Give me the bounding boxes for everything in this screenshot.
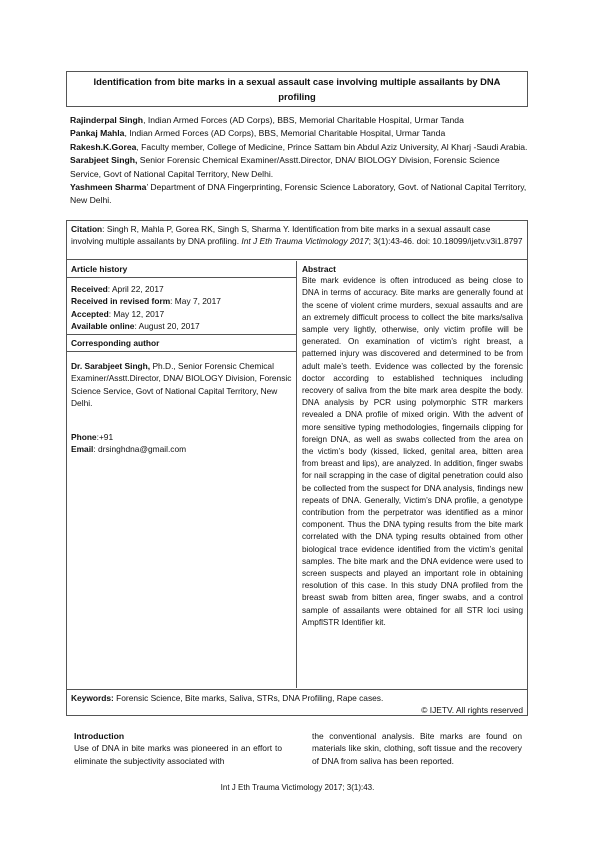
page-footer: Int J Eth Trauma Victimology 2017; 3(1):43. [220,783,375,792]
intro-left-text: Use of DNA in bite marks was pioneered in an effort to eliminate the subjectivity associated with [74,743,282,766]
accepted-label: Accepted [71,308,109,319]
received-label: Received [71,284,108,295]
article-history-header: Article history [71,264,128,274]
keywords [67,689,527,715]
corresponding-author-info [71,360,292,409]
author-list [70,114,532,208]
online-label: Available online [71,320,135,331]
intro-heading: Introduction [74,731,125,741]
phone-value: :+91 [96,432,114,443]
author-entry [70,181,532,208]
email-value: : drsinghdna@gmail.com [93,444,187,455]
citation-details: ; 3(1):43-46. doi: 10.18099/ijetv.v3i1.8797 [368,236,523,247]
email-label: Email [71,444,94,455]
online-date [71,320,292,332]
article-history [67,261,296,277]
author-name: Rakesh.K.Gorea [70,141,137,152]
intro-left-column [74,730,282,767]
article-meta-column [67,261,297,688]
abstract-header: Abstract [302,264,336,274]
author-entry [70,154,532,181]
author-affiliation: , Indian Armed Forces (AD Corps), BBS, Memorial Charitable Hospital, Urmar Tanda [124,128,446,139]
revised-value: : May 7, 2017 [170,296,221,307]
author-affiliation: Senior Forensic Chemical Examiner/Asstt.Director, DNA/ BIOLOGY Division, Forensic Science Service, Govt of National Capital Territory, New Delhi. [70,155,500,179]
received-value: : April 22, 2017 [107,284,164,295]
revised-label: Received in revised form [71,296,171,307]
corresponding-author [67,335,296,351]
corresponding-email [71,443,292,455]
article-dates [67,278,296,334]
online-value: : August 20, 2017 [134,320,200,331]
keywords-line [71,692,523,704]
citation-label: Citation [71,224,103,234]
corresponding-phone [71,431,292,443]
corresponding-details [67,352,296,457]
intro-right-text: the conventional analysis. Bite marks are found on materials like skin, clothing, soft tissue and the recovery of DNA from saliva has been reported. [312,731,522,766]
paper-title [66,71,528,107]
corresponding-name: Dr. Sarabjeet Singh, [71,361,151,372]
author-name: Sarabjeet Singh, [70,155,138,166]
spacer [71,409,292,431]
author-entry [70,141,532,154]
phone-label: Phone [71,432,97,443]
author-name: Pankaj Mahla [70,128,125,139]
keywords-label: Keywords: [71,693,114,703]
copyright: © IJETV. All rights reserved [421,705,523,715]
accepted-date [71,308,292,320]
corresponding-header: Corresponding author [71,338,160,349]
author-affiliation: ’ Department of DNA Fingerprinting, Forensic Science Laboratory, Govt. of National Capital Territory, New Delhi. [70,182,527,206]
author-affiliation: , Faculty member, College of Medicine, Prince Sattam bin Abdul Aziz University, Al Kharj -Saudi Arabia. [136,141,528,152]
accepted-value: : May 12, 2017 [108,308,165,319]
intro-right-column [312,730,522,767]
keywords-text: Forensic Science, Bite marks, Saliva, STRs, DNA Profiling, Rape cases. [113,693,384,703]
citation-journal: Int J Eth Trauma Victimology 2017 [241,236,369,247]
abstract-text: Bite mark evidence is often introduced as being close to DNA in terms of accuracy. Bite marks are generally found at the scene of violent crime murders, sexual assaults and are an extremely difficult process to collect the bite marks/saliva sample very lightly, otherwise, only victim profile will be generated. On examination of victim’s right breast, a patterned injury was discovered and determined to be from adult male’s teeth. Evidence was collected by the forensic doctor according to established techniques including recovery of saliva from the bite mark area despite the body. DNA analysis by PCR using polymorphic STR markers revealed a DNA profile of mixed origin. With the advent of more sensitive typing methodologies, fingernails clipping for foreign DNA, as well as swabs collected from the area on the victim’s body (kissed, licked, genital area, bitten area from breast and lips), are analyzed. In addition, finger swabs for nail scrapping in the case of digital penetration could also be collected from the suspect for DNA analysis, findings new repeats of DNA. Generally, Victim’s DNA profile, a genotype contribution from the perpetrator was identified as a minor component. Thus the DNA typing results from the bite mark correlated with the DNA typing results obtained from other biological trace evidence identified from the victim’s genital samples. The bite mark and the DNA evidence were used to screen suspects and played an important role in obtaining resolution of this case. In this study DNA profiled from the breast swab from bitten area, finger swabs, and a control sample of assailants were obtained for all STR loci using AmpflSTR Identifier kit. [302,276,523,627]
revised-date [71,295,292,307]
citation-text: : Singh R, Mahla P, Gorea RK, Singh S, Sharma Y. Identification from bite marks in a sexual assault case involving multiple assailants by DNA profiling. [71,224,491,247]
author-name: Yashmeen Sharma [70,182,147,193]
citation [67,221,527,260]
author-name: Rajinderpal Singh [70,115,144,125]
paper-title-text: Identification from bite marks in a sexual assault case involving multiple assailants by DNA profiling [93,76,501,102]
abstract-column [298,261,527,688]
author-entry [70,127,532,140]
received-date [71,283,292,295]
author-affiliation: , Indian Armed Forces (AD Corps), BBS, Memorial Charitable Hospital, Urmar Tanda [143,115,464,125]
author-entry [70,114,532,127]
corresponding-affiliation: Ph.D., Senior Forensic Chemical Examiner/Asstt.Director, DNA/ BIOLOGY Division, Forensic Science Service, Govt of National Capital Territory, New Delhi. [71,361,292,408]
